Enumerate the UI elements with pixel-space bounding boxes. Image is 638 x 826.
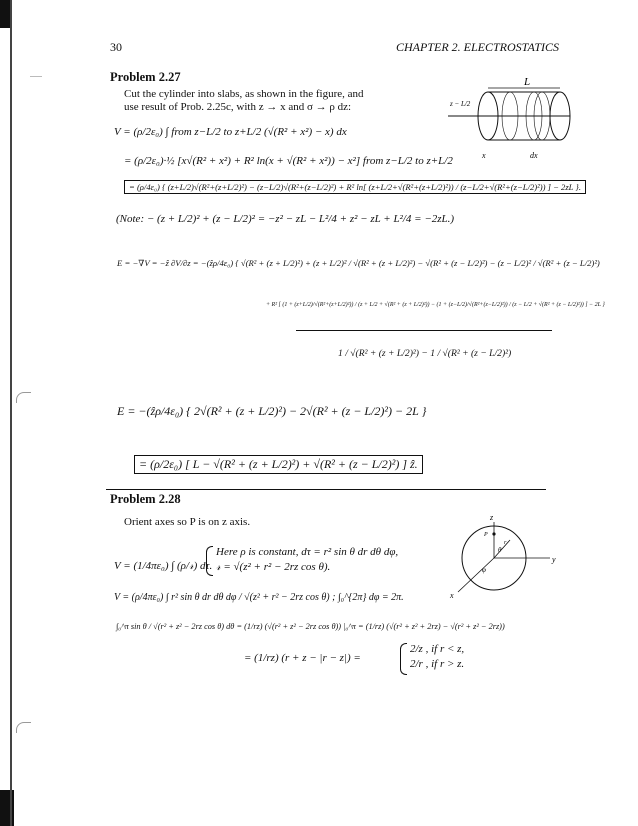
scan-mark-3 [30,76,42,77]
p227-field-line-2: + R² [ (1 + (z+L/2)/√(R²+(z+L/2)²)) / (z + L/2 + √(R² + (z + L/2)²)) − (1 + (z−L/2)/√(R²+(z−L/2)²)) / (z − L/2 + √(R² + (z − L/2)²)) ] − 2L } [266,302,605,308]
figure-label-dx: dx [530,151,538,160]
p228-eq-integral: V = (ρ/4πε₀) ∫ r² sin θ dr dθ dφ / √(z² + r² − 2rz cos θ) ; ∫₀^{2π} dφ = 2π. [114,592,404,603]
p227-note: (Note: − (z + L/2)² + (z − L/2)² = −z² − zL − L²/4 + z² − zL + L²/4 = −2zL.) [116,213,455,225]
p227-eq-antiderivative: = (ρ/2ε₀)·½ [x√(R² + x²) + R² ln(x + √(R² + x²)) − x²] from z−L/2 to z+L/2 [124,155,453,167]
p227-field-final: = (ρ/2ε₀) [ L − √(R² + (z + L/2)²) + √(R² + (z − L/2)²) ] ẑ. [134,455,423,474]
figure-label-z: z [490,513,494,522]
p228-eq-result: = (1/rz) (r + z − |r − z|) = [244,652,361,664]
figure-label-x: x [482,151,486,160]
figure-label-slab: z − L/2 [450,100,471,108]
p227-eq-potential-result: = (ρ/4ε₀) { (z+L/2)√(R²+(z+L/2)²) − (z−L/2)√(R²+(z−L/2)²) + R² ln[ (z+L/2+√(R²+(z+L/2)²)) / (z−L/2+√(R²+(z−L/2)²)) ] − 2zL }. [124,180,586,194]
p228-brace-line-2: 𝓇 = √(z² + r² − 2rz cos θ). [216,561,331,573]
page-number: 30 [110,40,122,54]
p228-case-outside: 2/r , if r > z. [410,658,465,670]
p227-field-line-1: E = −∇V = −ẑ ∂V/∂z = −(ẑρ/4ε₀) { √(R² + (z + L/2)²) + (z + L/2)² / √(R² + (z + L/2)²) − √(R² + (z − L/2)²) − (z − L/2)² / √(R² + (z − L/2)²) [117,258,600,268]
sphere-coordinate-figure [446,512,558,602]
figure-label-r: r [504,540,507,546]
chapter-title: CHAPTER 2. ELECTROSTATICS [396,40,560,54]
section-divider [106,489,546,490]
figure-label-theta: θ [498,546,502,554]
figure-label-y: y [552,555,556,564]
p227-underbrace [296,330,552,331]
cylinder-slab-figure [446,74,572,166]
p227-eq-potential-integral: V = (ρ/2ε₀) ∫ from z−L/2 to z+L/2 (√(R² + x²) − x) dx [114,126,347,138]
p227-field-simplified: E = −(ẑρ/4ε₀) { 2√(R² + (z + L/2)²) − 2√(R² + (z − L/2)²) − 2L } [117,404,427,418]
p228-cases-brace [400,643,407,675]
p228-left-brace [206,546,213,576]
figure-label-phi: φ [482,566,486,574]
p228-eq-theta-integral: ∫₀^π sin θ / √(r² + z² − 2rz cos θ) dθ = (1/rz) (√(r² + z² − 2rz cos θ)) |₀^π = (1/rz) (√(r² + z² + 2rz) − √(r² + z² − 2rz)) [116,622,505,631]
problem-2-27-intro-2: use result of Prob. 2.25c, with z → x and σ → ρ dz: [124,101,352,113]
scan-edge-line [10,0,12,826]
figure-label-x2: x [450,591,454,600]
p228-brace-line-1: Here ρ is constant, dτ = r² sin θ dr dθ dφ, [216,546,399,558]
figure-label-L: L [524,76,531,88]
problem-2-27-intro-1: Cut the cylinder into slabs, as shown in the figure, and [124,88,364,100]
problem-2-27-title: Problem 2.27 [110,70,181,84]
p227-field-line-3: 1 / √(R² + (z + L/2)²) − 1 / √(R² + (z − L/2)²) [338,348,512,359]
p228-case-inside: 2/z , if r < z, [410,643,465,655]
scan-mark-1 [16,392,31,403]
p228-eq-potential: V = (1/4πε₀) ∫ (ρ/𝓇) dτ. [114,560,213,572]
problem-2-28-title: Problem 2.28 [110,492,181,506]
scan-mark-2 [16,722,31,733]
figure-label-P: P [484,532,488,538]
problem-2-28-intro: Orient axes so P is on z axis. [124,516,251,528]
